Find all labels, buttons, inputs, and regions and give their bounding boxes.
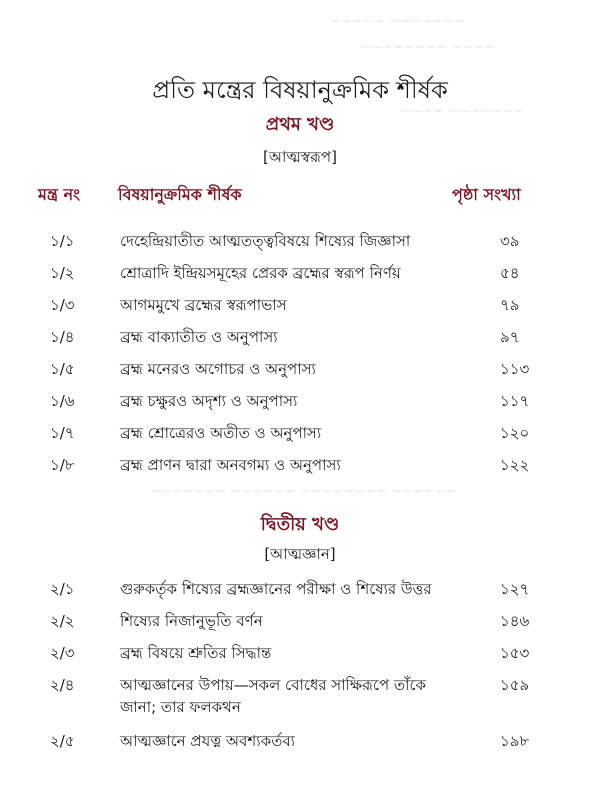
page-number: ১৫৯ bbox=[500, 676, 530, 694]
topic-text: আত্মজ্ঞানে প্রযত্ন অবশ্যকর্তব্য bbox=[120, 732, 296, 750]
section-subheading-khanda-2: [আত্মজ্ঞান] bbox=[264, 545, 336, 563]
page-number: ১২০ bbox=[500, 424, 530, 442]
mantra-number: ১/৩ bbox=[50, 296, 75, 314]
column-header-mantra: মন্ত্র নং bbox=[38, 185, 81, 204]
page-number: ১২৭ bbox=[500, 580, 530, 598]
page-number: ১১৭ bbox=[500, 392, 530, 410]
page-number: ১৫৩ bbox=[500, 644, 530, 662]
page-number: ৫৪ bbox=[500, 264, 520, 282]
mantra-number: ২/৫ bbox=[50, 732, 75, 750]
mantra-number: ২/৪ bbox=[50, 676, 75, 694]
mantra-number: ১/২ bbox=[50, 264, 75, 282]
mantra-number: ২/১ bbox=[50, 580, 75, 598]
page-number: ১২২ bbox=[500, 456, 530, 474]
mantra-number: ১/৮ bbox=[50, 456, 75, 474]
page-number: ১১৩ bbox=[500, 360, 530, 378]
column-header-row bbox=[0, 182, 600, 206]
section-subheading-khanda-1: [আত্মস্বরূপ] bbox=[263, 148, 337, 166]
topic-text: শিষ্যের নিজানুভূতি বর্ণন bbox=[120, 612, 263, 630]
mantra-number: ১/৭ bbox=[50, 424, 75, 442]
column-header-topic: বিষয়ানুক্রমিক শীর্ষক bbox=[118, 185, 242, 204]
page-number: ৭৯ bbox=[500, 296, 520, 314]
page-title: প্রতি মন্ত্রের বিষয়ানুক্রমিক শীর্ষক bbox=[152, 76, 448, 104]
page-number: ১৪৬ bbox=[500, 612, 530, 630]
page-number: ৯৭ bbox=[500, 328, 520, 346]
topic-text: ব্রহ্ম বিষয়ে শ্রুতির সিদ্ধান্ত bbox=[120, 644, 272, 662]
page-number: ১৯৮ bbox=[500, 732, 530, 750]
section-heading-khanda-2: দ্বিতীয় খণ্ড bbox=[260, 514, 340, 535]
topic-text: ব্রহ্ম প্রাণন দ্বারা অনবগম্য ও অনুপাস্য bbox=[120, 456, 341, 474]
topic-text: ব্রহ্ম বাক্যাতীত ও অনুপাস্য bbox=[120, 328, 278, 346]
bleed-through-text: ~~~~~~~~ ~~~~ bbox=[360, 40, 495, 55]
topic-text: দেহেন্দ্রিয়াতীত আত্মতত্ত্ববিষয়ে শিষ্যের জিজ্ঞাসা bbox=[120, 232, 411, 250]
column-header-page: পৃষ্ঠা সংখ্যা bbox=[452, 185, 521, 204]
topic-text: ব্রহ্ম মনেরও অগোচর ও অনুপাস্য bbox=[120, 360, 316, 378]
topic-text: ব্রহ্ম চক্ষুরও অদৃশ্য ও অনুপাস্য bbox=[120, 392, 298, 410]
topic-text: ব্রহ্ম শ্রোত্রেরও অতীত ও অনুপাস্য bbox=[120, 424, 322, 442]
page-number: ৩৯ bbox=[500, 232, 520, 250]
mantra-number: ২/৩ bbox=[50, 644, 75, 662]
topic-text: আত্মজ্ঞানের উপায়—সকল বোধের সাক্ষিরূপে তাঁকে জানা; তার ফলকথন bbox=[120, 676, 427, 716]
mantra-number: ১/৪ bbox=[50, 328, 75, 346]
topic-text: গুরুকর্তৃক শিষ্যের ব্রহ্মজ্ঞানের পরীক্ষা ও শিষ্যের উত্তর bbox=[120, 580, 432, 598]
bleed-through-text: ~~~~ ~~~~~~~ bbox=[400, 104, 524, 119]
mantra-number: ১/১ bbox=[50, 232, 75, 250]
bleed-through-text: ~~~~~~~ ~~~~~~ ~~~~~~~~ ~~~~~~ bbox=[150, 484, 457, 499]
mantra-number: ১/৬ bbox=[50, 392, 75, 410]
topic-text: শ্রোত্রাদি ইন্দ্রিয়সমূহের প্রেরক ব্রহ্মের স্বরূপ নির্ণয় bbox=[120, 264, 401, 282]
section-heading-khanda-1: প্রথম খণ্ড bbox=[265, 114, 335, 135]
mantra-number: ২/২ bbox=[50, 612, 75, 630]
bleed-through-text: ~~~~~ ~~~~~~~ bbox=[330, 14, 465, 29]
topic-text: আগমমুখে ব্রহ্মের স্বরূপাভাস bbox=[120, 296, 287, 314]
mantra-number: ১/৫ bbox=[50, 360, 75, 378]
